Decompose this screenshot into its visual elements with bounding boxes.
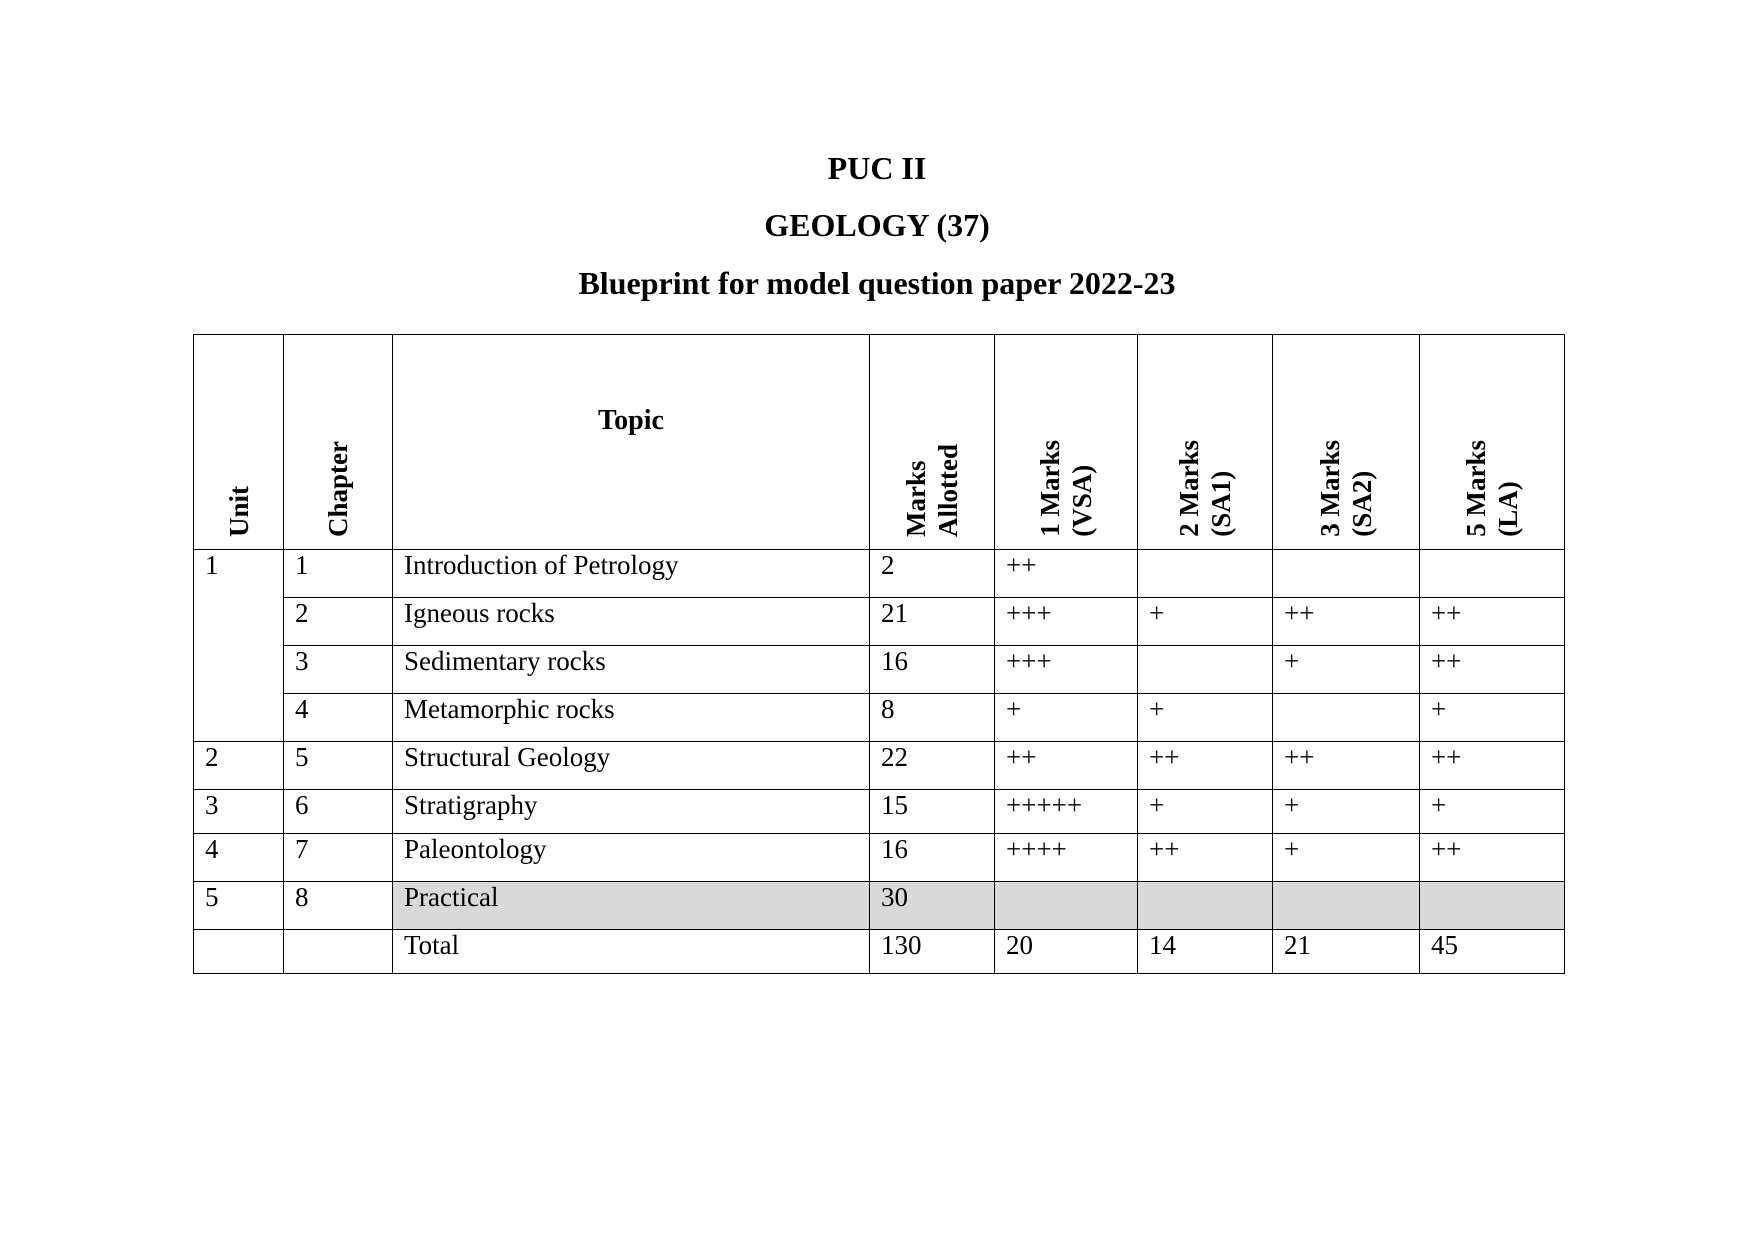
header-topic-label: Topic: [598, 405, 664, 436]
cell-vsa: +++++: [995, 790, 1138, 834]
cell-topic: Sedimentary rocks: [393, 646, 870, 694]
table-row: [194, 550, 1565, 598]
cell-la: ++: [1420, 598, 1565, 646]
table-row: [194, 694, 1565, 742]
cell-la: ++: [1420, 834, 1565, 882]
header-chapter-label: Chapter: [323, 441, 353, 537]
cell-sa1: [1138, 550, 1273, 598]
cell-sa2: [1273, 550, 1420, 598]
cell-topic: Structural Geology: [393, 742, 870, 790]
cell-sa2: [1273, 694, 1420, 742]
cell-marks: 30: [870, 882, 995, 930]
cell-unit-empty: [194, 930, 284, 974]
cell-sa1: ++: [1138, 834, 1273, 882]
cell-vsa: ++: [995, 550, 1138, 598]
cell-marks: 8: [870, 694, 995, 742]
cell-marks: 16: [870, 646, 995, 694]
cell-la: ++: [1420, 742, 1565, 790]
cell-topic: Paleontology: [393, 834, 870, 882]
cell-total-vsa: 20: [995, 930, 1138, 974]
cell-chapter: 5: [284, 742, 393, 790]
cell-total-la: 45: [1420, 930, 1565, 974]
cell-total-label: Total: [393, 930, 870, 974]
table-row: [194, 742, 1565, 790]
cell-sa1: ++: [1138, 742, 1273, 790]
cell-la: ++: [1420, 646, 1565, 694]
cell-vsa: ++: [995, 742, 1138, 790]
cell-la: [1420, 550, 1565, 598]
header-sa1-label: 2 Marks (SA1): [1174, 440, 1236, 537]
cell-sa1: +: [1138, 598, 1273, 646]
cell-sa1: [1138, 882, 1273, 930]
header-marks-allotted: [870, 335, 995, 550]
header-unit-label: Unit: [223, 485, 254, 537]
cell-la: +: [1420, 694, 1565, 742]
table-row: [194, 598, 1565, 646]
cell-sa1: +: [1138, 694, 1273, 742]
cell-sa1: [1138, 646, 1273, 694]
cell-marks: 16: [870, 834, 995, 882]
table-row: [194, 790, 1565, 834]
cell-marks: 15: [870, 790, 995, 834]
cell-sa2: +: [1273, 646, 1420, 694]
cell-unit: 1: [194, 550, 284, 742]
cell-chapter: 7: [284, 834, 393, 882]
blueprint-table: [193, 334, 1565, 974]
cell-unit: 4: [194, 834, 284, 882]
header-topic: [393, 335, 870, 550]
cell-topic: Stratigraphy: [393, 790, 870, 834]
cell-vsa: +++: [995, 598, 1138, 646]
cell-marks: 22: [870, 742, 995, 790]
cell-marks: 2: [870, 550, 995, 598]
header-sa2-label: 3 Marks (SA2): [1315, 440, 1377, 537]
cell-sa1: +: [1138, 790, 1273, 834]
cell-topic: Igneous rocks: [393, 598, 870, 646]
cell-chapter: 4: [284, 694, 393, 742]
cell-la: [1420, 882, 1565, 930]
cell-total-sa1: 14: [1138, 930, 1273, 974]
heading-subject: GEOLOGY (37): [764, 207, 990, 243]
cell-topic: Metamorphic rocks: [393, 694, 870, 742]
cell-vsa: ++++: [995, 834, 1138, 882]
cell-unit: 5: [194, 882, 284, 930]
cell-topic: Introduction of Petrology: [393, 550, 870, 598]
cell-sa2: +: [1273, 834, 1420, 882]
header-chapter: [284, 335, 393, 550]
cell-la: +: [1420, 790, 1565, 834]
cell-vsa: +: [995, 694, 1138, 742]
cell-vsa: +++: [995, 646, 1138, 694]
heading-blueprint-title: Blueprint for model question paper 2022-23: [578, 265, 1176, 301]
cell-chapter: 3: [284, 646, 393, 694]
table-row: [194, 646, 1565, 694]
header-la: [1420, 335, 1565, 550]
cell-unit: 3: [194, 790, 284, 834]
cell-sa2: +: [1273, 790, 1420, 834]
heading-puc: PUC II: [827, 150, 927, 186]
cell-chapter-empty: [284, 930, 393, 974]
cell-vsa: [995, 882, 1138, 930]
cell-total-marks: 130: [870, 930, 995, 974]
cell-chapter: 2: [284, 598, 393, 646]
header-vsa: [995, 335, 1138, 550]
cell-sa2: [1273, 882, 1420, 930]
cell-sa2: ++: [1273, 598, 1420, 646]
table-row-total: [194, 930, 1565, 974]
table-row: [194, 834, 1565, 882]
table-row-practical: [194, 882, 1565, 930]
cell-topic: Practical: [393, 882, 870, 930]
header-vsa-label: 1 Marks (VSA): [1035, 440, 1097, 537]
cell-marks: 21: [870, 598, 995, 646]
header-sa1: [1138, 335, 1273, 550]
header-unit: [194, 335, 284, 550]
cell-total-sa2: 21: [1273, 930, 1420, 974]
header-la-label: 5 Marks (LA): [1461, 440, 1523, 537]
cell-sa2: ++: [1273, 742, 1420, 790]
cell-chapter: 6: [284, 790, 393, 834]
header-row: [194, 335, 1565, 550]
header-sa2: [1273, 335, 1420, 550]
cell-unit: 2: [194, 742, 284, 790]
cell-chapter: 8: [284, 882, 393, 930]
cell-chapter: 1: [284, 550, 393, 598]
header-marks-allotted-label: Marks Allotted: [901, 444, 963, 537]
